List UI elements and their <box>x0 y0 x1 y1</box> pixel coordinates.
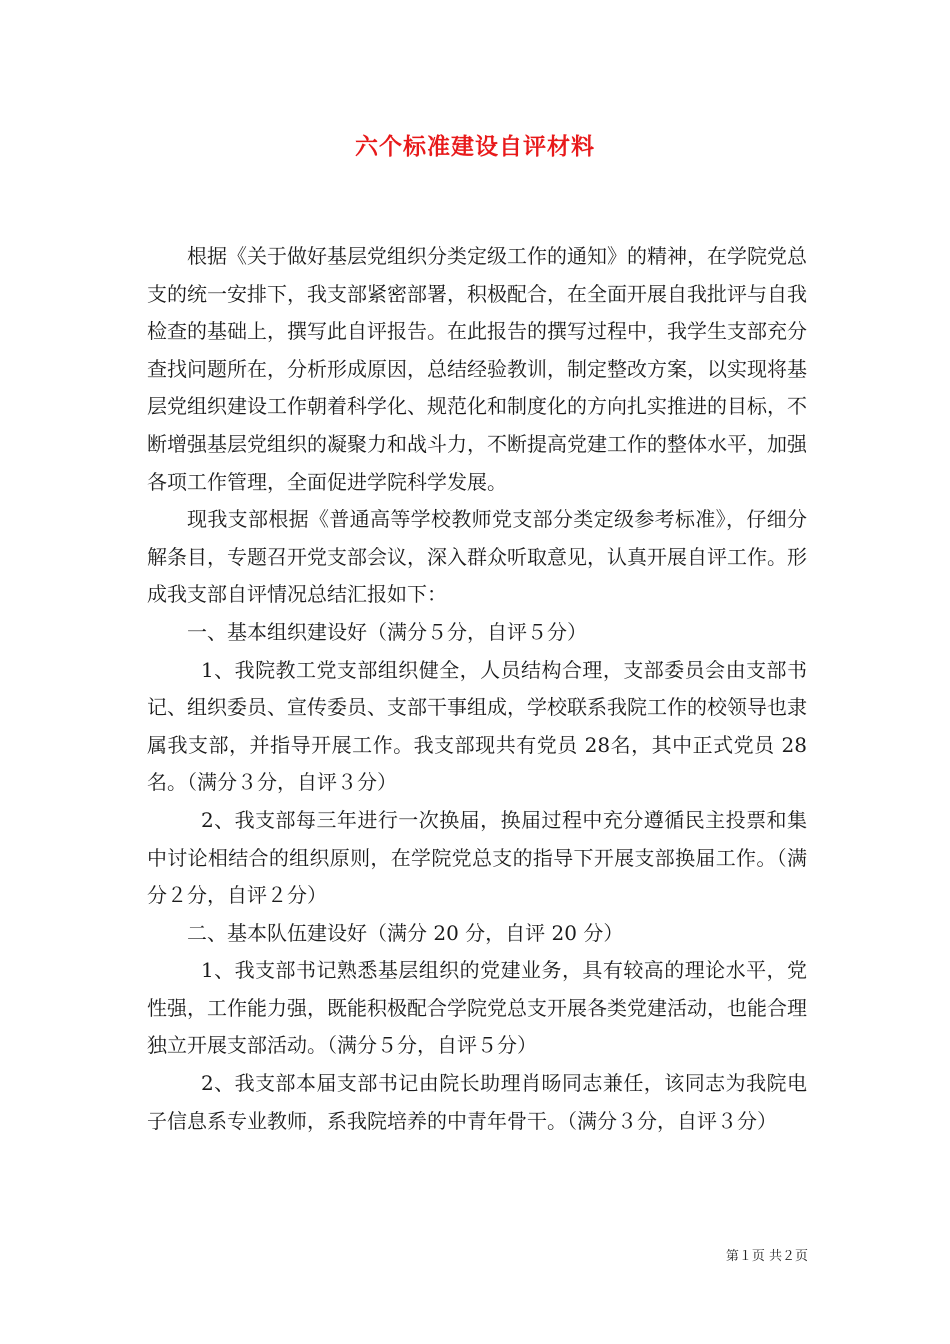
paragraph-intro: 根据《关于做好基层党组织分类定级工作的通知》的精神，在学院党总支的统一安排下，我支部紧密部署，积极配合，在全面开展自我批评与自我检查的基础上，撰写此自评报告。在此报告的撰写过程中，我学生支部充分查找问题所在，分析形成原因，总结经验教训，制定整改方案，以实现将基层党组织建设工作朝着科学化、规范化和制度化的方向扎实推进的目标，不断增强基层党组织的凝聚力和战斗力，不断提高党建工作的整体水平，加强各项工作管理，全面促进学院科学发展。 <box>147 244 807 494</box>
paragraph-standard: 现我支部根据《普通高等学校教师党支部分类定级参考标准》，仔细分解条目，专题召开党支部会议，深入群众听取意见，认真开展自评工作。形成我支部自评情况总结汇报如下： <box>147 507 807 607</box>
paragraph-item-2-2: 2、我支部本届支部书记由院长助理肖旸同志兼任，该同志为我院电子信息系专业教师，系我院培养的中青年骨干。（满分３分，自评３分） <box>147 1071 807 1133</box>
section-heading-1: 一、基本组织建设好（满分５分，自评５分） <box>187 619 587 644</box>
document-body <box>147 238 807 1140</box>
paragraph-item-2-1: 1、我支部书记熟悉基层组织的党建业务，具有较高的理论水平，党性强，工作能力强，既能积极配合学院党总支开展各类党建活动，也能合理独立开展支部活动。（满分５分，自评５分） <box>147 958 807 1058</box>
section-heading-2: 二、基本队伍建设好（满分 20 分，自评 20 分） <box>187 920 624 945</box>
page-number: 第１页 共２页 <box>725 1249 808 1264</box>
paragraph-item-1-1: 1、我院教工党支部组织健全，人员结构合理，支部委员会由支部书记、组织委员、宣传委员、支部干事组成，学校联系我院工作的校领导也隶属我支部，并指导开展工作。我支部现共有党员 28名，其中正式党员 28 名。（满分３分，自评３分） <box>147 657 807 795</box>
document-title: 六个标准建设自评材料 <box>355 133 595 160</box>
paragraph-item-1-2: 2、我支部每三年进行一次换届，换届过程中充分遵循民主投票和集中讨论相结合的组织原则，在学院党总支的指导下开展支部换届工作。（满分２分，自评２分） <box>147 807 807 908</box>
